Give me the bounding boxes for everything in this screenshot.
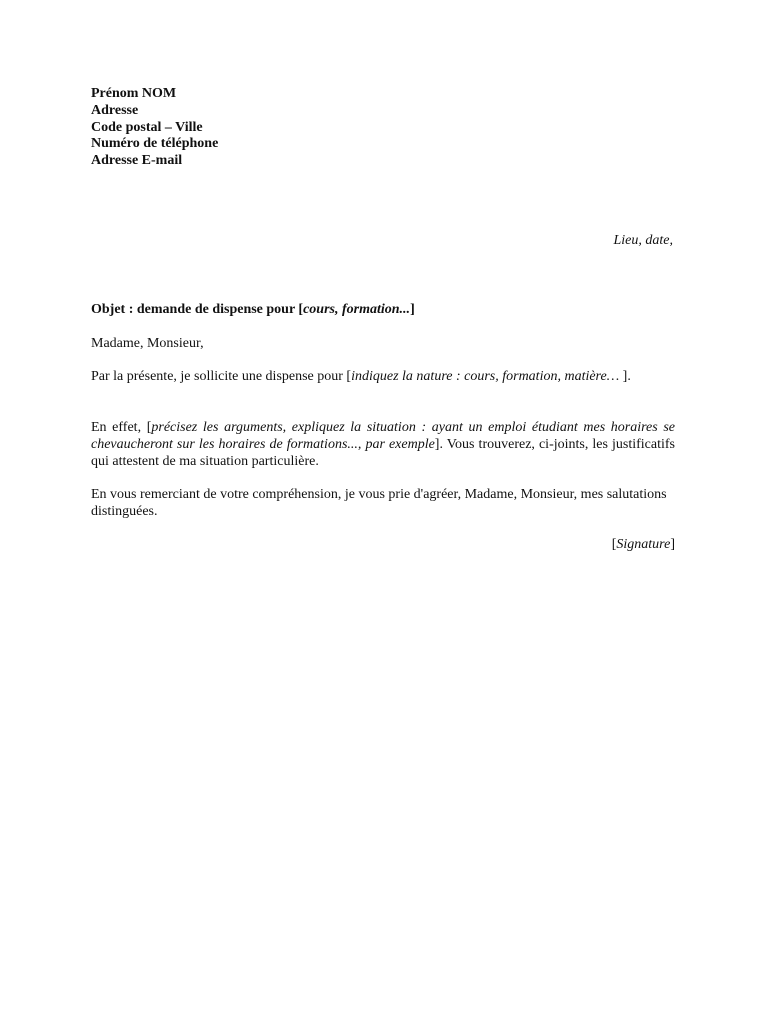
signature-close: ] [670,537,675,552]
sender-name: Prénom NOM [91,86,177,101]
subject-suffix: ] [410,302,415,317]
paragraph-arguments-end: ]. Vous trouverez, ci-joints, les justificatifs qui attestent de ma situation particulière. [91,437,675,469]
paragraph-request-text: Par la présente, je sollicite une dispense pour [ [91,369,352,384]
salutation: Madame, Monsieur, [91,336,204,351]
sender-phone: Numéro de téléphone [91,136,219,152]
paragraph-arguments-text: En effet, [ [91,420,152,435]
signature-open: [ [611,537,617,552]
sender-address: Adresse [91,102,139,118]
sender-postal-city: Code postal – Ville [91,119,203,135]
signature-placeholder: Signature [616,537,671,552]
paragraph-arguments [91,419,675,470]
subject-line [91,301,675,318]
signature [612,536,675,553]
sender-email: Adresse E-mail [91,153,183,169]
sender-block [91,86,218,170]
paragraph-request-end: ]. [619,369,631,384]
paragraph-request [91,368,675,385]
paragraph-request-placeholder: indiquez la nature : cours, formation, matière… [351,369,620,384]
place-date: Lieu, date, [613,233,673,248]
subject-prefix: Objet : demande de dispense pour [ [91,302,304,317]
subject-placeholder: cours, formation... [303,302,411,317]
paragraph-closing: En vous remerciant de votre compréhension, je vous prie d'agréer, Madame, Monsieur, mes salutations distinguées. [91,487,667,519]
paragraph-arguments-placeholder: précisez les arguments, expliquez la situation : ayant un emploi étudiant mes horaires se chevaucheront sur les horaires de formations..., par exemple [91,420,675,452]
